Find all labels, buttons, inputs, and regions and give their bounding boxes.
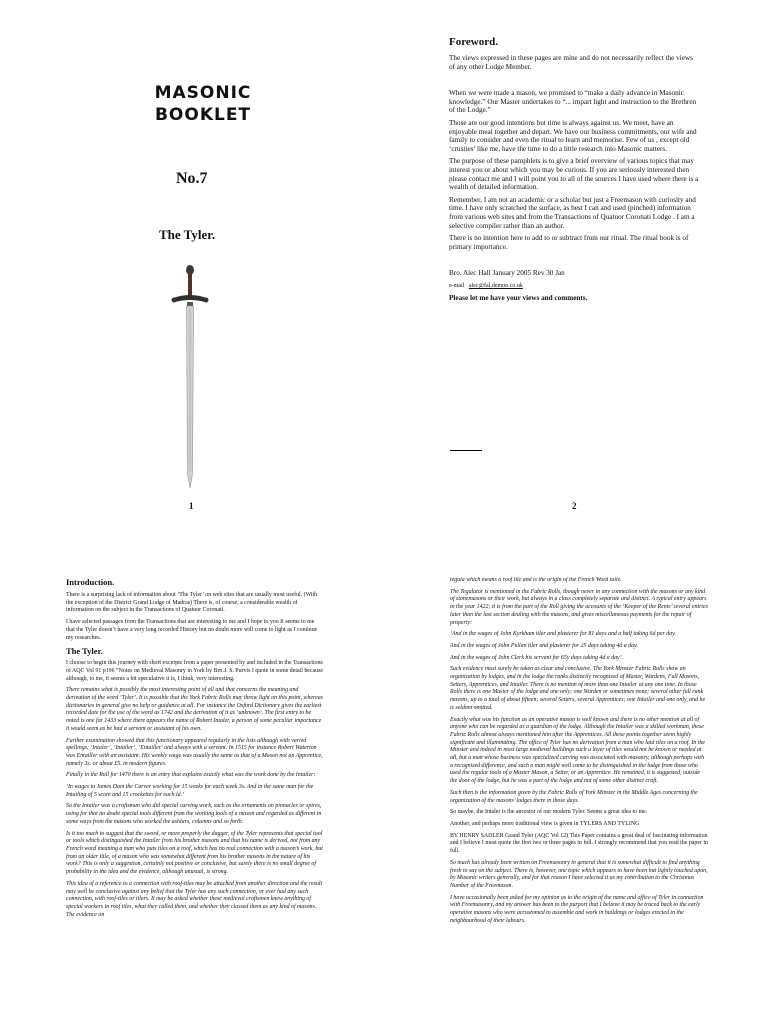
divider — [450, 450, 482, 451]
body-paragraph: There is a surprising lack of information about ‘The Tyler’ on web sites that are usually most useful. (With the exception of the District Grand Lodge of Madras) There is, of course, a considerable wealth of information on the subject in the Transactions of Quatuor Coronati. — [66, 592, 318, 614]
page-number-1: 1 — [189, 501, 194, 511]
quoted-paragraph: So much has already been written on Freemasonry in general that it is somewhat difficult to find anything fresh to say on the subject. There is, however, one topic which appears to have been but lightly touched upon, by Masonic writers generally, and for that reason I have selected it as my contribution to the Christmas Number of the Freemason. — [450, 859, 708, 889]
quoted-paragraph: tegula which means a roof tile and is the origin of the French Word tuile. — [450, 577, 622, 583]
quoted-paragraph: So the Intailer was a craftsman who did special carving work, such as the ornaments on pinnacles or spires, using for that no doubt special tools different from the working tools of a mason and regarded as different in some ways from the masons who worked the ashlars, columns and so forth. — [66, 803, 322, 825]
introduction-heading: Introduction. — [66, 577, 115, 587]
foreword-paragraph: The purpose of these pamphlets is to give a brief overview of various topics that may interest you or about which you may be curious. If you are seriously interested then please contact me and I will point you to all of the sources I have used where there is a wealth of detailed information. — [449, 157, 699, 192]
issue-number: No.7 — [176, 170, 208, 187]
quoted-paragraph: Such evidence must surely be taken as clear and conclusive. The York Minster Fabric Rolls show an organization by lodges, and in the lodge the ranks distinctly recognized of Master, Wardens, Full Masons, Setters, Apprentices, and Intailer. There is no mention of more than one Intailer at any one time. In those Rolls there is one Master of the lodge and one only; one Warden or sometimes none; several other full rank masons, up to a total of about fifteen; several Setters, several Apprentices; one Intailer and one only, and he is seldom omitted. — [450, 666, 706, 711]
closing-request: Please let me have your views and comments. — [449, 294, 588, 303]
page-4-text — [450, 577, 708, 1024]
quoted-paragraph: Is it too much to suggest that the sword, or more properly the dagger, of the Tyler represents that special tool or tools which distinguished the Intailer from his brother masons and that his name is derived, not from any French word meaning a man who puts tiles on a roof, which has no real connection with a mason’s work, but from an older title, of a mason who was somewhat different from his brother masons in the nature of his work? This is only a suggestion, certainly not positive or conclusive, but surely there is no small degree of probability in the idea and the evidence, although unusual, is strong. — [66, 830, 323, 876]
body-paragraph: BY HENRY SADLER Grand Tyler (AQC Vol 12) This Paper contains a great deal of fascinating information and I believe I must quote the first two or three pages in full. I strongly recommend that you read the paper in full. — [450, 832, 708, 855]
foreword-paragraph: The views expressed in these pages are mine and do not necessarily reflect the views of any other Lodge Member. — [449, 54, 693, 71]
quoted-paragraph: Exactly what was his function as an operative mason is well known and there is no other mention at all of anyone who can be regarded as a guardian of the lodge. Although the Intailer was a skilled workman, these Fabric Rolls almost always mentioned him after the Apprentices. All these points together seem highly significant and illuminating. The office of Tyler has no derivation from a man who laid tiles on a roof. In the Minster and indeed in most large medieval buildings such a layer of tiles would not be known or needed at all, but a man whose business was specialized carving was associated with masonry, although perhaps with a recognized difference, and such a man might well come to be distinguished in the lodge from those who used the regular tools of a Master Mason, a Setter, or an Apprentice. He remained, it is suggested, outside the door of the lodge, but he was a part of the lodge and not of some other distinct craft. — [450, 716, 706, 785]
quoted-paragraph: Such then is the information given by the Fabric Rolls of York Minster in the Middle Ages concerning the organization of the masons’ lodges there in those days. — [450, 789, 698, 804]
quoted-paragraph: There remains what is possibly the most interesting point of all and that concerns the meaning and derivation of the word ‘Tyler’. It is possible that the York Fabric Rolls may throw light on this point, whereas dictionaries in general give no help or guidance at all. For instance the Oxford Dictionary gives the earliest recorded date for the use of the word as 1742 and the derivation of it as ‘unknown’. The first entry to be noted is one for 1433 where there appears the name of Robert Intaler, a person of some peculiar importance it would seem as he had a servant or assistant of his own. — [66, 687, 323, 732]
foreword-paragraph: When we were made a mason, we promised to “make a daily advance in Masonic knowledge.” Our Master undertakes to “... impart light and instruction to the Brethren of the Lodge.” — [449, 89, 697, 115]
foreword-paragraph: Those are our good intentions but time is always against us. We meet, have an enjoyable meal together and depart. We have our business commitments, our wife and family to consider and even the ritual to learn and memorise. Few of us , except old ‘crusties’ like me, have the time to do a little research into Masonic matters. — [449, 118, 697, 153]
page-number-2: 2 — [572, 501, 577, 511]
quoted-paragraph: And in the wages of John Pullan tiler and plasterer for 25 days taking 4d a day. — [450, 642, 638, 649]
quoted-paragraph: Finally in the Roll for 1470 there is an entry that explains exactly what was the work done by the Intailer: — [66, 772, 316, 779]
page-3-text — [66, 577, 324, 1024]
email-link[interactable]: alec@fal.demon.co.uk — [468, 282, 523, 289]
quoted-paragraph: I have occasionally been asked for my opinion as to the origin of the name and office of Tyler in connection with Freemasonry, and my answer has been to the purport that I believe it may be traced back to the early operative masons who were accustomed to assemble and work in buildings or lodges erected in the neighbourhood of their labours. — [450, 894, 704, 924]
tyler-heading: The Tyler. — [66, 646, 103, 657]
foreword-paragraph: Remember, I am not an academic or a scholar but just a Freemason with curiosity and time. I have only scratched the surface, as best I can and used (pinched) information from various web sites and from the Transactions of Quatuor Coronati Lodge . I am a selective compiler rather than an author. — [449, 195, 696, 230]
sword-illustration — [170, 262, 210, 492]
quoted-paragraph: And in the wages of John Clerk his servant for 65y days taking 4d a day’. — [450, 654, 624, 661]
booklet-title — [148, 82, 258, 126]
quoted-paragraph: Further examination showed that this functionary appeared regularly in the lists although with varied spellings; ‘Intaler’, ‘Intailer’, ‘Entailler’ and always with a servant. In 1515 for instance Robert Waterton was Entailler with an assistant. His weekly wage was usually the same as that of a Mason not an Apprentice, namely 3s. or about £5. in modern figures. — [66, 737, 323, 767]
quoted-paragraph: The Tegulator is mentioned in the Fabric Rolls, though never in any connection with the masons or any kind of stonemasons or their work, but always in a class completely separate and distinct. A typical entry appears in the year 1422; it is from the part of the Roll giving the accounts of the ‘Keeper of the Rents’ several entries later than the last section dealing with the masons, and gives miscellaneous payments for the repair of property: — [450, 588, 708, 626]
email-label: e-mail — [449, 282, 465, 289]
foreword-body — [449, 54, 699, 303]
quoted-paragraph: This idea of a reference to a connection with roof-tiles may be attached from another direction and the result may well be conclusive against any belief that the Tyler has any such connection, or ever had any such connection, with roof-tiles or tilers. It may be asked whether these medieval craftsmen knew anything of special workers in roof tiles, what they called them, and whether they classed them as any kind of masons. The evidence on — [66, 880, 323, 918]
body-paragraph: So maybe, the Intaler is the ancestor of our modern Tyler. Seems a great idea to me. — [450, 809, 648, 816]
body-paragraph: I choose to begin this journey with short excerpts from a paper presented by and included in the Transactions of AQC Vol 91 p196 “Notes on Medieval Masonry in York by Bro.J. S. Purvis I quote in some detail because although, to me, it seems a bit speculative it is, I think, very interesting. — [66, 660, 323, 682]
email-line — [449, 282, 699, 291]
booklet-subject: The Tyler. — [159, 227, 216, 242]
quoted-paragraph: ‘And in the wages of John Kyrkham tiler and plasterer for 81 days and a half taking 6d per day. — [450, 631, 676, 638]
author-signature: Bro. Alec Hall January 2005 Rev 30 Jan — [449, 269, 565, 278]
title-line-1: MASONIC — [154, 83, 252, 103]
body-paragraph: Another, and perhaps more traditional view is given in TYLERS AND TYLING — [450, 820, 640, 827]
body-paragraph: I have selected passages from the Transactions that are interesting to me and I hope to you It seems to me that the Tyler doesn’t have a very long recorded History but no doubt more will come to light as I continue my researches. — [66, 619, 318, 641]
foreword-heading: Foreword. — [449, 36, 498, 48]
foreword-paragraph: There is no intention here to add to or subtract from our ritual. The ritual book is of primary importance. — [449, 234, 689, 251]
title-line-2: BOOKLET — [154, 105, 252, 125]
quoted-paragraph: ‘In wages to James Dam the Carver working for 15 weeks for each week 3s. And in the same man for the Intailing of 5 score and 15 crockettes for each ld.’ — [66, 784, 314, 798]
